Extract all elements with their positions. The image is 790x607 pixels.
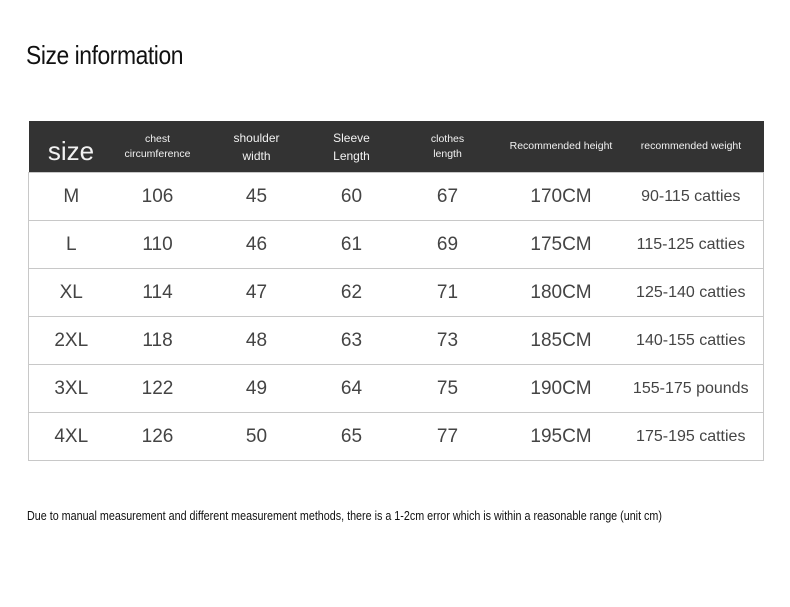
- header-clothes-length: clothes length: [392, 121, 504, 173]
- cell-chest: 106: [114, 173, 202, 221]
- cell-weight: 90-115 catties: [619, 173, 764, 221]
- header-weight: recommended weight: [619, 121, 764, 173]
- cell-chest: 126: [114, 413, 202, 461]
- cell-size: M: [29, 173, 114, 221]
- cell-shoulder: 49: [202, 365, 312, 413]
- cell-sleeve: 60: [312, 173, 392, 221]
- cell-weight: 125-140 catties: [619, 269, 764, 317]
- cell-clothes-length: 77: [392, 413, 504, 461]
- cell-shoulder: 50: [202, 413, 312, 461]
- cell-weight: 140-155 catties: [619, 317, 764, 365]
- cell-size: 2XL: [29, 317, 114, 365]
- cell-sleeve: 63: [312, 317, 392, 365]
- cell-height: 170CM: [504, 173, 619, 221]
- cell-height: 185CM: [504, 317, 619, 365]
- table-row: [29, 413, 764, 461]
- table-row: [29, 221, 764, 269]
- cell-size: L: [29, 221, 114, 269]
- cell-sleeve: 64: [312, 365, 392, 413]
- cell-height: 190CM: [504, 365, 619, 413]
- cell-clothes-length: 69: [392, 221, 504, 269]
- cell-clothes-length: 67: [392, 173, 504, 221]
- cell-clothes-length: 71: [392, 269, 504, 317]
- header-sleeve: Sleeve Length: [312, 121, 392, 173]
- cell-size: 4XL: [29, 413, 114, 461]
- page-title: Size information: [26, 40, 184, 70]
- cell-sleeve: 61: [312, 221, 392, 269]
- cell-chest: 114: [114, 269, 202, 317]
- table-row: [29, 173, 764, 221]
- header-chest: chest circumference: [114, 121, 202, 173]
- table-row: [29, 317, 764, 365]
- table-header-row: [29, 121, 764, 173]
- cell-shoulder: 45: [202, 173, 312, 221]
- cell-clothes-length: 73: [392, 317, 504, 365]
- size-table: [28, 121, 764, 461]
- header-height: Recommended height: [504, 121, 619, 173]
- cell-sleeve: 62: [312, 269, 392, 317]
- cell-weight: 115-125 catties: [619, 221, 764, 269]
- cell-chest: 118: [114, 317, 202, 365]
- cell-chest: 110: [114, 221, 202, 269]
- cell-chest: 122: [114, 365, 202, 413]
- cell-size: 3XL: [29, 365, 114, 413]
- cell-clothes-length: 75: [392, 365, 504, 413]
- header-shoulder: shoulder width: [202, 121, 312, 173]
- table-row: [29, 269, 764, 317]
- table-row: [29, 365, 764, 413]
- cell-shoulder: 48: [202, 317, 312, 365]
- cell-height: 195CM: [504, 413, 619, 461]
- cell-size: XL: [29, 269, 114, 317]
- cell-shoulder: 47: [202, 269, 312, 317]
- cell-weight: 155-175 pounds: [619, 365, 764, 413]
- header-size-label: size: [47, 135, 95, 166]
- measurement-note: Due to manual measurement and different measurement methods, there is a 1-2cm error which is within a reasonable range (unit cm): [27, 509, 662, 523]
- cell-sleeve: 65: [312, 413, 392, 461]
- cell-shoulder: 46: [202, 221, 312, 269]
- cell-height: 180CM: [504, 269, 619, 317]
- header-size: [29, 121, 114, 173]
- cell-weight: 175-195 catties: [619, 413, 764, 461]
- cell-height: 175CM: [504, 221, 619, 269]
